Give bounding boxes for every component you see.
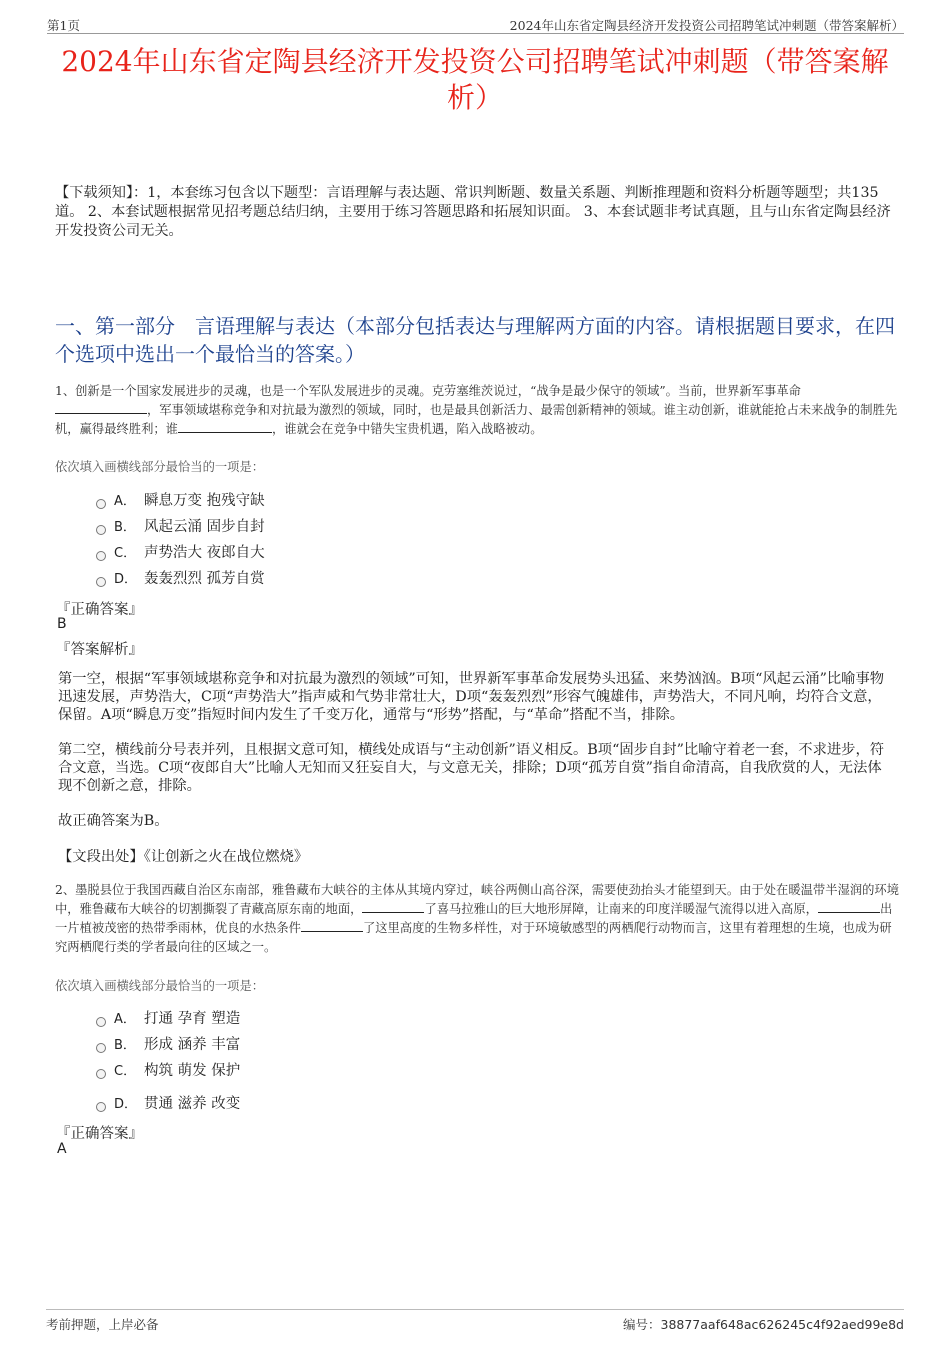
radio-icon[interactable] (96, 525, 106, 535)
question-1-prompt: 依次填入画横线部分最恰当的一项是： (55, 460, 265, 474)
radio-icon[interactable] (96, 499, 106, 509)
q2-answer-label: 『正确答案』 (56, 1126, 143, 1142)
q1-option-d[interactable]: D． 轰轰烈烈 孤芳自赏 (96, 569, 265, 589)
question-1-text: 1、创新是一个国家发展进步的灵魂，也是一个军队发展进步的灵魂。克劳塞维茨说过，“战争是最少保守的领域”。当前，世界新军事革命 ，军事领域堪称竞争和对抗最为激烈的领域，同时，也是最具创新活力、最需创新精神的领域。谁主动创新，谁就能抢占未来战争的制胜先机，赢得最终胜利；谁 ，谁就会在竞争中错失宝贵机遇，陷入战略被动。 (55, 384, 898, 436)
radio-icon[interactable] (96, 551, 106, 561)
q1-source: 【文段出处】《让创新之火在战位燃烧》 (58, 849, 309, 865)
radio-icon[interactable] (96, 1102, 106, 1112)
radio-icon[interactable] (96, 1069, 106, 1079)
blank-line (362, 900, 424, 913)
page-footer (46, 1309, 904, 1334)
section-title: 一、第一部分 言语理解与表达（本部分包括表达与理解两方面的内容。请根据题目要求，在四个选项中选出一个最恰当的答案。） (55, 314, 895, 366)
q1-option-a[interactable]: A． 瞬息万变 抱残守缺 (96, 491, 265, 511)
q2-option-a[interactable]: A． 打通 孕育 塑造 (96, 1009, 240, 1029)
blank-line (301, 919, 363, 932)
q2-option-c[interactable]: C． 构筑 萌发 保护 (96, 1061, 240, 1081)
footer-slogan: 考前押题，上岸必备 (46, 1317, 159, 1332)
blank-line (178, 420, 272, 433)
radio-icon[interactable] (96, 577, 106, 587)
page-number: 第1页 (47, 18, 80, 33)
question-2-prompt: 依次填入画横线部分最恰当的一项是： (55, 979, 265, 993)
radio-icon[interactable] (96, 1017, 106, 1027)
header-doc-title: 2024年山东省定陶县经济开发投资公司招聘笔试冲刺题（带答案解析） (509, 18, 904, 33)
q1-conclusion: 故正确答案为B。 (58, 813, 169, 829)
q2-option-d[interactable]: D． 贯通 滋养 改变 (96, 1094, 240, 1114)
q1-analysis-paragraph: 第二空，横线前分号表并列，且根据文意可知，横线处成语与“主动创新”语义相反。B项“固步自封”比喻守着老一套，不求进步，符合文意，当选。C项“夜郎自大”比喻人无知而又狂妄自大，与文意无关，排除；D项“孤芳自赏”指自命清高，自我欣赏的人，无法体现不创新之意，排除。 (58, 742, 885, 794)
q2-option-b[interactable]: B． 形成 涵养 丰富 (96, 1035, 240, 1055)
q1-answer-label: 『正确答案』 (56, 602, 143, 618)
q1-option-b[interactable]: B． 风起云涌 固步自封 (96, 517, 265, 537)
q1-analysis-paragraph: 第一空，根据“军事领域堪称竞争和对抗最为激烈的领域”可知，世界新军事革命发展势头迅猛、来势汹汹。B项“风起云涌”比喻事物迅速发展，声势浩大，C项“声势浩大”指声威和气势非常壮大，D项“轰轰烈烈”形容气魄雄伟，声势浩大，不同凡响，均符合文意，保留。A项“瞬息万变”指短时间内发生了千变万化，通常与“形势”搭配，与“革命”搭配不当，排除。 (58, 671, 885, 723)
q2-answer: A (57, 1141, 67, 1157)
document-title: 2024年山东省定陶县经济开发投资公司招聘笔试冲刺题（带答案解析） (61, 45, 889, 114)
question-2-text: 2、墨脱县位于我国西藏自治区东南部，雅鲁藏布大峡谷的主体从其境内穿过，峡谷两侧山高谷深，需要使劲抬头才能望到天。由于处在暖温带半湿润的环境中，雅鲁藏布大峡谷的切割撕裂了青藏高原东南的地面， 了喜马拉雅山的巨大地形屏障，让南来的印度洋暖湿气流得以进入高原， 出一片植被茂密的热带季雨林，优良的水热条件 了这里高度的生物多样性，对于环境敏感型的两栖爬行动物而言，这里有着理想的生境，也成为研究两栖爬行类的学者最向往的区域之一。 (55, 883, 900, 954)
q1-option-c[interactable]: C． 声势浩大 夜郎自大 (96, 543, 265, 563)
blank-line (818, 900, 880, 913)
page-header (47, 14, 904, 34)
download-notice: 【下载须知】：1，本套练习包含以下题型：言语理解与表达题、常识判断题、数量关系题、判断推理题和资料分析题等题型；共135道。 2、本套试题根据常见招考题总结归纳，主要用于练习答题思路和拓展知识面。 3、本套试题非考试真题，且与山东省定陶县经济开发投资公司无关。 (55, 185, 891, 239)
blank-line (55, 401, 147, 414)
q1-analysis-label: 『答案解析』 (56, 642, 143, 658)
document-code: 编号：38877aaf648ac626245c4f92aed99e8d (622, 1317, 904, 1332)
radio-icon[interactable] (96, 1043, 106, 1053)
q1-answer: B (57, 616, 67, 632)
